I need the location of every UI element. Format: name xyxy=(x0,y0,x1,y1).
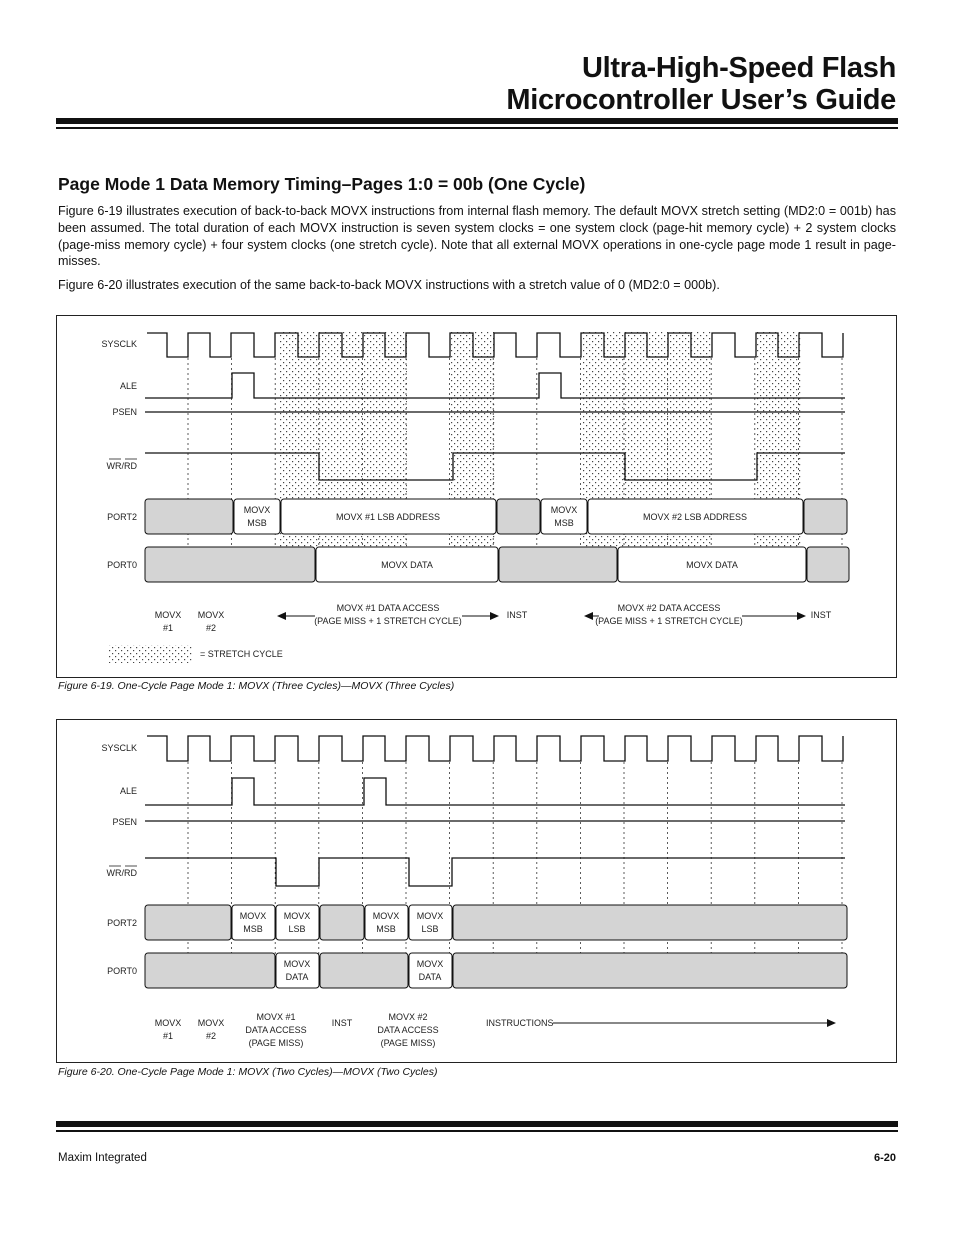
figure-6-19 xyxy=(56,315,897,678)
annot-access1-l1: MOVX #1 DATA ACCESS xyxy=(336,603,440,613)
label-sysclk: SYSCLK xyxy=(101,743,137,753)
label-psen: PSEN xyxy=(112,407,137,417)
annot-movx1-l2: #1 xyxy=(162,623,174,633)
p2-movx-c: MOVX xyxy=(372,911,400,921)
p0-data-b: DATA xyxy=(418,972,442,982)
annot-access2-l1: MOVX #2 DATA ACCESS xyxy=(617,603,721,613)
port2-msb-label-1: MSB xyxy=(247,518,267,528)
port0-gray-1 xyxy=(145,547,315,582)
port0-gray-3 xyxy=(453,953,847,988)
annot-inst: INST xyxy=(331,1018,353,1028)
port2-gray-3 xyxy=(453,905,847,940)
stretch-legend-swatch xyxy=(109,645,193,663)
port0-gray-1 xyxy=(145,953,275,988)
instructions-arrow-head xyxy=(827,1019,836,1027)
p2-movx-a: MOVX xyxy=(239,911,267,921)
figure-6-20 xyxy=(56,719,897,1063)
label-port2: PORT2 xyxy=(107,918,137,928)
annot-inst1: INST xyxy=(506,610,528,620)
label-wr-rd: WR/RD xyxy=(106,461,137,471)
p0-movx-b: MOVX xyxy=(416,959,444,969)
annot-access1-l2: (PAGE MISS + 1 STRETCH CYCLE) xyxy=(314,616,462,626)
p2-movx-d: MOVX xyxy=(416,911,444,921)
port2-gray-1 xyxy=(145,905,231,940)
wr-rd-waveform xyxy=(145,858,845,886)
caption-6-20: Figure 6-20. One-Cycle Page Mode 1: MOVX (Two Cycles)—MOVX (Two Cycles) xyxy=(58,1066,438,1078)
annot-access1-l2: DATA ACCESS xyxy=(245,1025,307,1035)
annot-movx1-l1: MOVX xyxy=(154,610,182,620)
port0-bus xyxy=(145,547,849,582)
port0-bus xyxy=(145,953,847,988)
label-ale: ALE xyxy=(119,786,137,796)
annot-movx2-l2: #2 xyxy=(205,1031,217,1041)
annot-movx1-l2: #1 xyxy=(162,1031,174,1041)
port0-gray-3 xyxy=(807,547,849,582)
footer-rule-thin xyxy=(56,1130,898,1132)
arrow-left-1 xyxy=(277,612,286,620)
annot-movx1-l1: MOVX xyxy=(154,1018,182,1028)
title-line-2: Microcontroller User’s Guide xyxy=(506,84,896,116)
page-number: 6-20 xyxy=(873,1152,896,1164)
title-line-1: Ultra-High-Speed Flash xyxy=(581,52,896,84)
port2-movx-label-1: MOVX xyxy=(243,505,271,515)
label-port0: PORT0 xyxy=(107,966,137,976)
arrow-right-1 xyxy=(490,612,499,620)
footer-company: Maxim Integrated xyxy=(58,1152,147,1164)
annot-access1-l1: MOVX #1 xyxy=(256,1012,296,1022)
p2-msb-a: MSB xyxy=(243,924,263,934)
annot-instructions: INSTRUCTIONS xyxy=(486,1018,554,1028)
document-title xyxy=(506,52,896,116)
port0-data-label-1: MOVX DATA xyxy=(381,560,433,570)
port2-msb-label-2: MSB xyxy=(554,518,574,528)
label-sysclk: SYSCLK xyxy=(101,339,137,349)
label-ale: ALE xyxy=(119,381,137,391)
annot-inst2: INST xyxy=(810,610,832,620)
annot-access2-l2: (PAGE MISS + 1 STRETCH CYCLE) xyxy=(595,616,743,626)
port2-movx-label-2: MOVX xyxy=(550,505,578,515)
port0-gray-2 xyxy=(499,547,617,582)
annot-movx2-l1: MOVX xyxy=(197,610,225,620)
label-psen: PSEN xyxy=(112,817,137,827)
p0-movx-a: MOVX xyxy=(283,959,311,969)
port2-gray-2 xyxy=(320,905,364,940)
p2-msb-c: MSB xyxy=(376,924,396,934)
paragraph-2: Figure 6-20 illustrates execution of the same back-to-back MOVX instructions with a stretch value of 0 (MD2:0 = 000b). xyxy=(58,278,720,292)
port2-lsb-label-1: MOVX #1 LSB ADDRESS xyxy=(335,512,441,522)
port2-lsb-label-2: MOVX #2 LSB ADDRESS xyxy=(642,512,748,522)
annot-access2-l3: (PAGE MISS) xyxy=(380,1038,436,1048)
annot-access1-l3: (PAGE MISS) xyxy=(248,1038,304,1048)
annot-access2-l2: DATA ACCESS xyxy=(377,1025,439,1035)
label-port2: PORT2 xyxy=(107,512,137,522)
paragraph-1: Figure 6-19 illustrates execution of back-to-back MOVX instructions from internal flash memory. The default MOVX stretch setting (MD2:0 = 001b) has been assumed. The total duration of each MOVX instruction is seven system clocks = one system clock (page-hit memory cycle) + 2 system clocks (page-miss memory cycle) + four system clocks (one stretch cycle). Note that all external MOVX operations in one-cycle page mode 1 result in page-misses. xyxy=(58,204,896,269)
caption-6-19: Figure 6-19. One-Cycle Page Mode 1: MOVX (Three Cycles)—MOVX (Three Cycles) xyxy=(58,680,455,692)
port0-data-label-2: MOVX DATA xyxy=(686,560,738,570)
annot-movx2-l2: #2 xyxy=(205,623,217,633)
label-port0: PORT0 xyxy=(107,560,137,570)
ale-waveform xyxy=(145,778,845,805)
port0-gray-2 xyxy=(320,953,408,988)
p2-movx-b: MOVX xyxy=(283,911,311,921)
footer-rule-thick xyxy=(56,1121,898,1127)
port2-gray-1 xyxy=(145,499,233,534)
p2-lsb-b: LSB xyxy=(288,924,306,934)
p2-lsb-d: LSB xyxy=(421,924,439,934)
section-heading: Page Mode 1 Data Memory Timing–Pages 1:0 = 00b (One Cycle) xyxy=(58,174,586,194)
arrow-left-2 xyxy=(584,612,593,620)
arrow-right-2 xyxy=(797,612,806,620)
annot-movx2-l1: MOVX xyxy=(197,1018,225,1028)
sysclk-waveform xyxy=(147,736,843,761)
label-wr-rd: WR/RD xyxy=(106,868,137,878)
timing-diagram-6-20 xyxy=(57,720,898,1064)
annot-access2-l1: MOVX #2 xyxy=(388,1012,428,1022)
port2-gray-3 xyxy=(804,499,847,534)
p0-data-a: DATA xyxy=(285,972,309,982)
stretch-legend-label: = STRETCH CYCLE xyxy=(200,649,283,659)
header-rule-thin xyxy=(56,127,898,129)
port2-gray-2 xyxy=(497,499,540,534)
header-rule-thick xyxy=(56,118,898,124)
timing-diagram-6-19 xyxy=(57,316,898,679)
